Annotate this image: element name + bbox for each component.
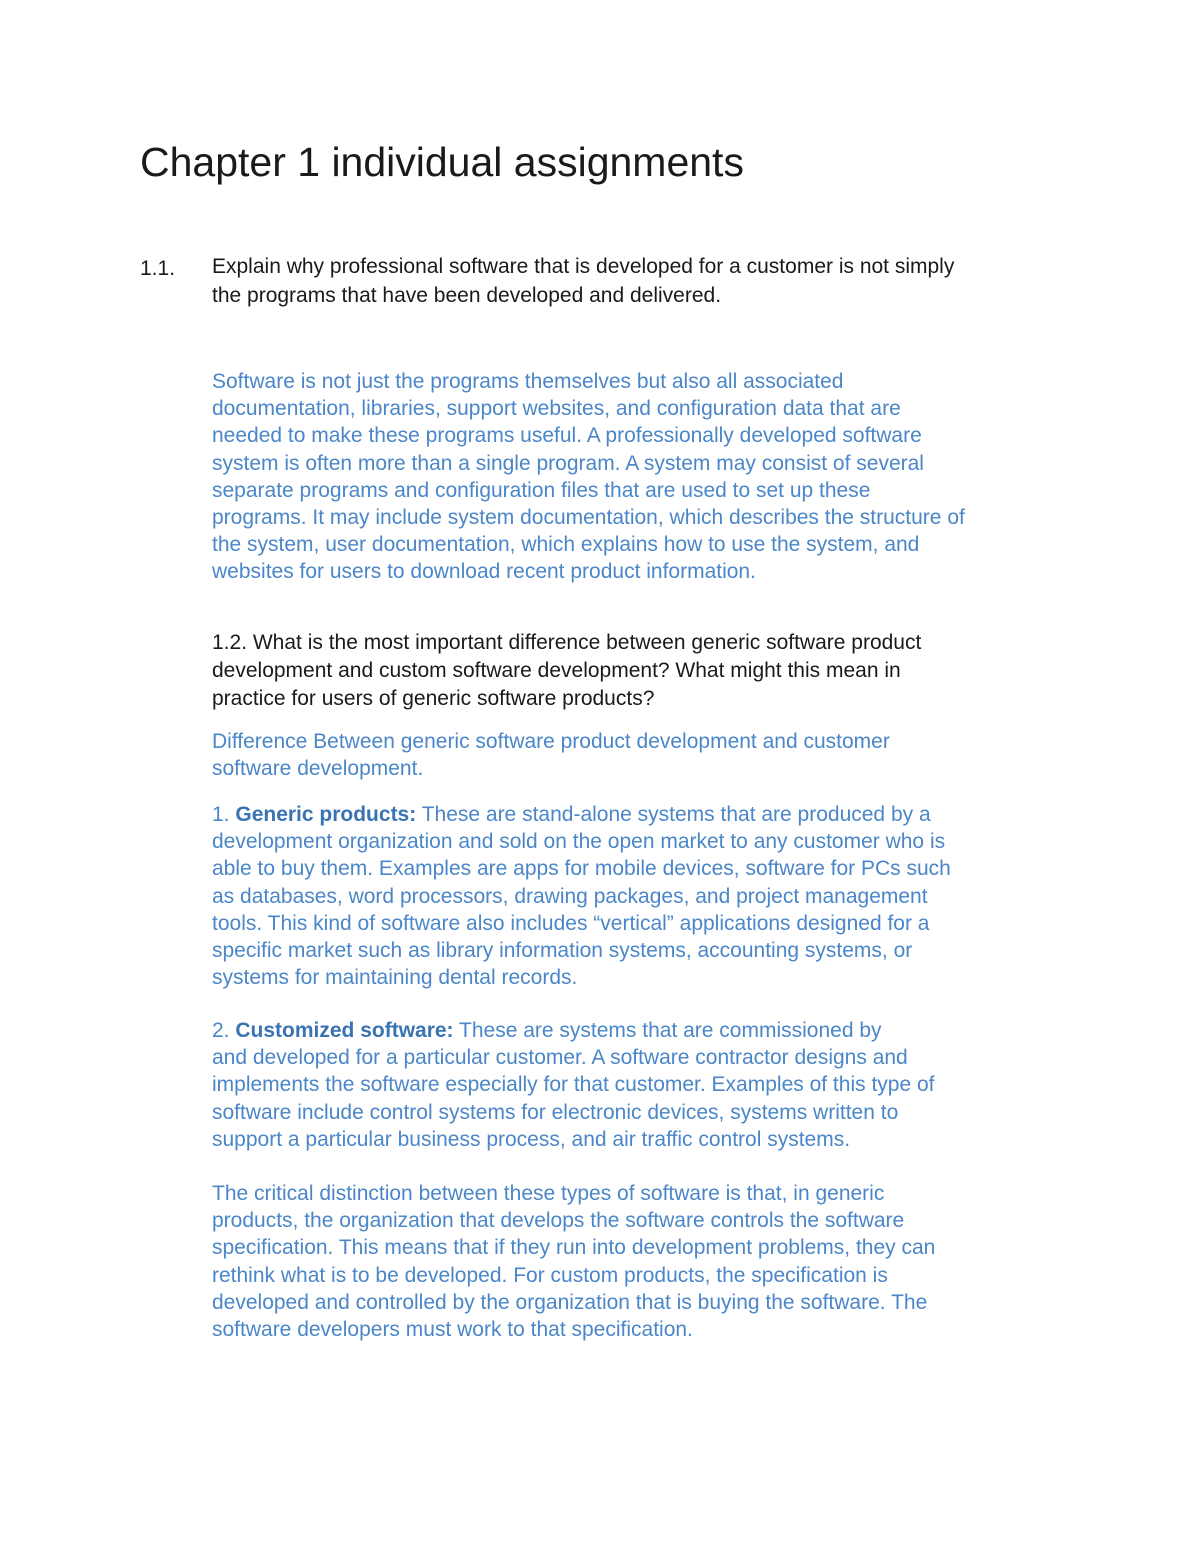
- conclusion-line: software developers must work to that specification.: [212, 1318, 693, 1342]
- conclusion-paragraph: [212, 1180, 1072, 1343]
- customized-software-line: and developed for a particular customer. A software contractor designs and: [212, 1046, 908, 1070]
- generic-products-line: as databases, word processors, drawing packages, and project management: [212, 884, 928, 908]
- answer-1-1-line: Software is not just the programs themselves but also all associated: [212, 370, 844, 393]
- question-1-1-number: 1.1.: [140, 257, 176, 280]
- answer-1-1-line: the system, user documentation, which explains how to use the system, and: [212, 533, 920, 557]
- question-1-2-line: 1.2. What is the most important difference between generic software product: [212, 631, 922, 654]
- generic-products-item: [212, 801, 1072, 991]
- generic-products-first-line: [212, 801, 1072, 828]
- generic-products-line: tools. This kind of software also includes “vertical” applications designed for a: [212, 911, 930, 935]
- question-1-1-line: Explain why professional software that is developed for a customer is not simply: [212, 255, 955, 278]
- conclusion-line: products, the organization that develops the software controls the software: [212, 1209, 905, 1233]
- generic-products-line: specific market such as library information systems, accounting systems, or: [212, 939, 913, 963]
- generic-products-line: development organization and sold on the open market to any customer who is: [212, 830, 946, 854]
- customized-software-item: [212, 1017, 1072, 1153]
- answer-1-1-line: system is often more than a single program. A system may consist of several: [212, 451, 924, 475]
- answer-1-2-heading: [212, 728, 1072, 782]
- generic-products-first-line-text: These are stand-alone systems that are produced by a: [416, 803, 931, 826]
- conclusion-line: specification. This means that if they run into development problems, they can: [212, 1236, 936, 1260]
- conclusion-line: The critical distinction between these types of software is that, in generic: [212, 1182, 885, 1205]
- generic-products-line: able to buy them. Examples are apps for mobile devices, software for PCs such: [212, 857, 951, 881]
- item-number: 1.: [212, 803, 236, 826]
- conclusion-line: developed and controlled by the organization that is buying the software. The: [212, 1290, 928, 1314]
- question-1-2-line: practice for users of generic software products?: [212, 687, 655, 711]
- answer-1-1-line: websites for users to download recent product information.: [212, 560, 756, 584]
- customized-software-line: support a particular business process, and air traffic control systems.: [212, 1127, 851, 1151]
- answer-1-1-paragraph: [212, 368, 1072, 586]
- answer-1-2-heading-line: Difference Between generic software product development and customer: [212, 730, 890, 753]
- question-1-2-line: development and custom software development? What might this mean in: [212, 659, 901, 683]
- generic-products-term: Generic products:: [235, 803, 417, 826]
- question-1-2-text: [212, 629, 1072, 714]
- customized-software-line: software include control systems for electronic devices, systems written to: [212, 1100, 899, 1124]
- question-1-1-line: the programs that have been developed and delivered.: [212, 283, 722, 307]
- answer-1-1-line: needed to make these programs useful. A professionally developed software: [212, 424, 922, 448]
- answer-1-1-line: documentation, libraries, support websites, and configuration data that are: [212, 397, 901, 421]
- customized-software-line: implements the software especially for that customer. Examples of this type of: [212, 1073, 935, 1097]
- answer-1-1-line: programs. It may include system documentation, which describes the structure of: [212, 506, 965, 530]
- answer-1-2-heading-line: software development.: [212, 757, 424, 781]
- conclusion-line: rethink what is to be developed. For custom products, the specification is: [212, 1263, 888, 1287]
- question-1-1-text: [212, 253, 1072, 310]
- page-title: Chapter 1 individual assignments: [140, 139, 744, 185]
- answer-1-1-line: separate programs and configuration files that are used to set up these: [212, 478, 871, 502]
- customized-software-term: Customized software:: [235, 1019, 454, 1042]
- item-number: 2.: [212, 1019, 236, 1042]
- customized-software-first-line-text: These are systems that are commissioned by: [453, 1019, 882, 1042]
- generic-products-line: systems for maintaining dental records.: [212, 966, 578, 990]
- customized-software-first-line: [212, 1017, 1072, 1044]
